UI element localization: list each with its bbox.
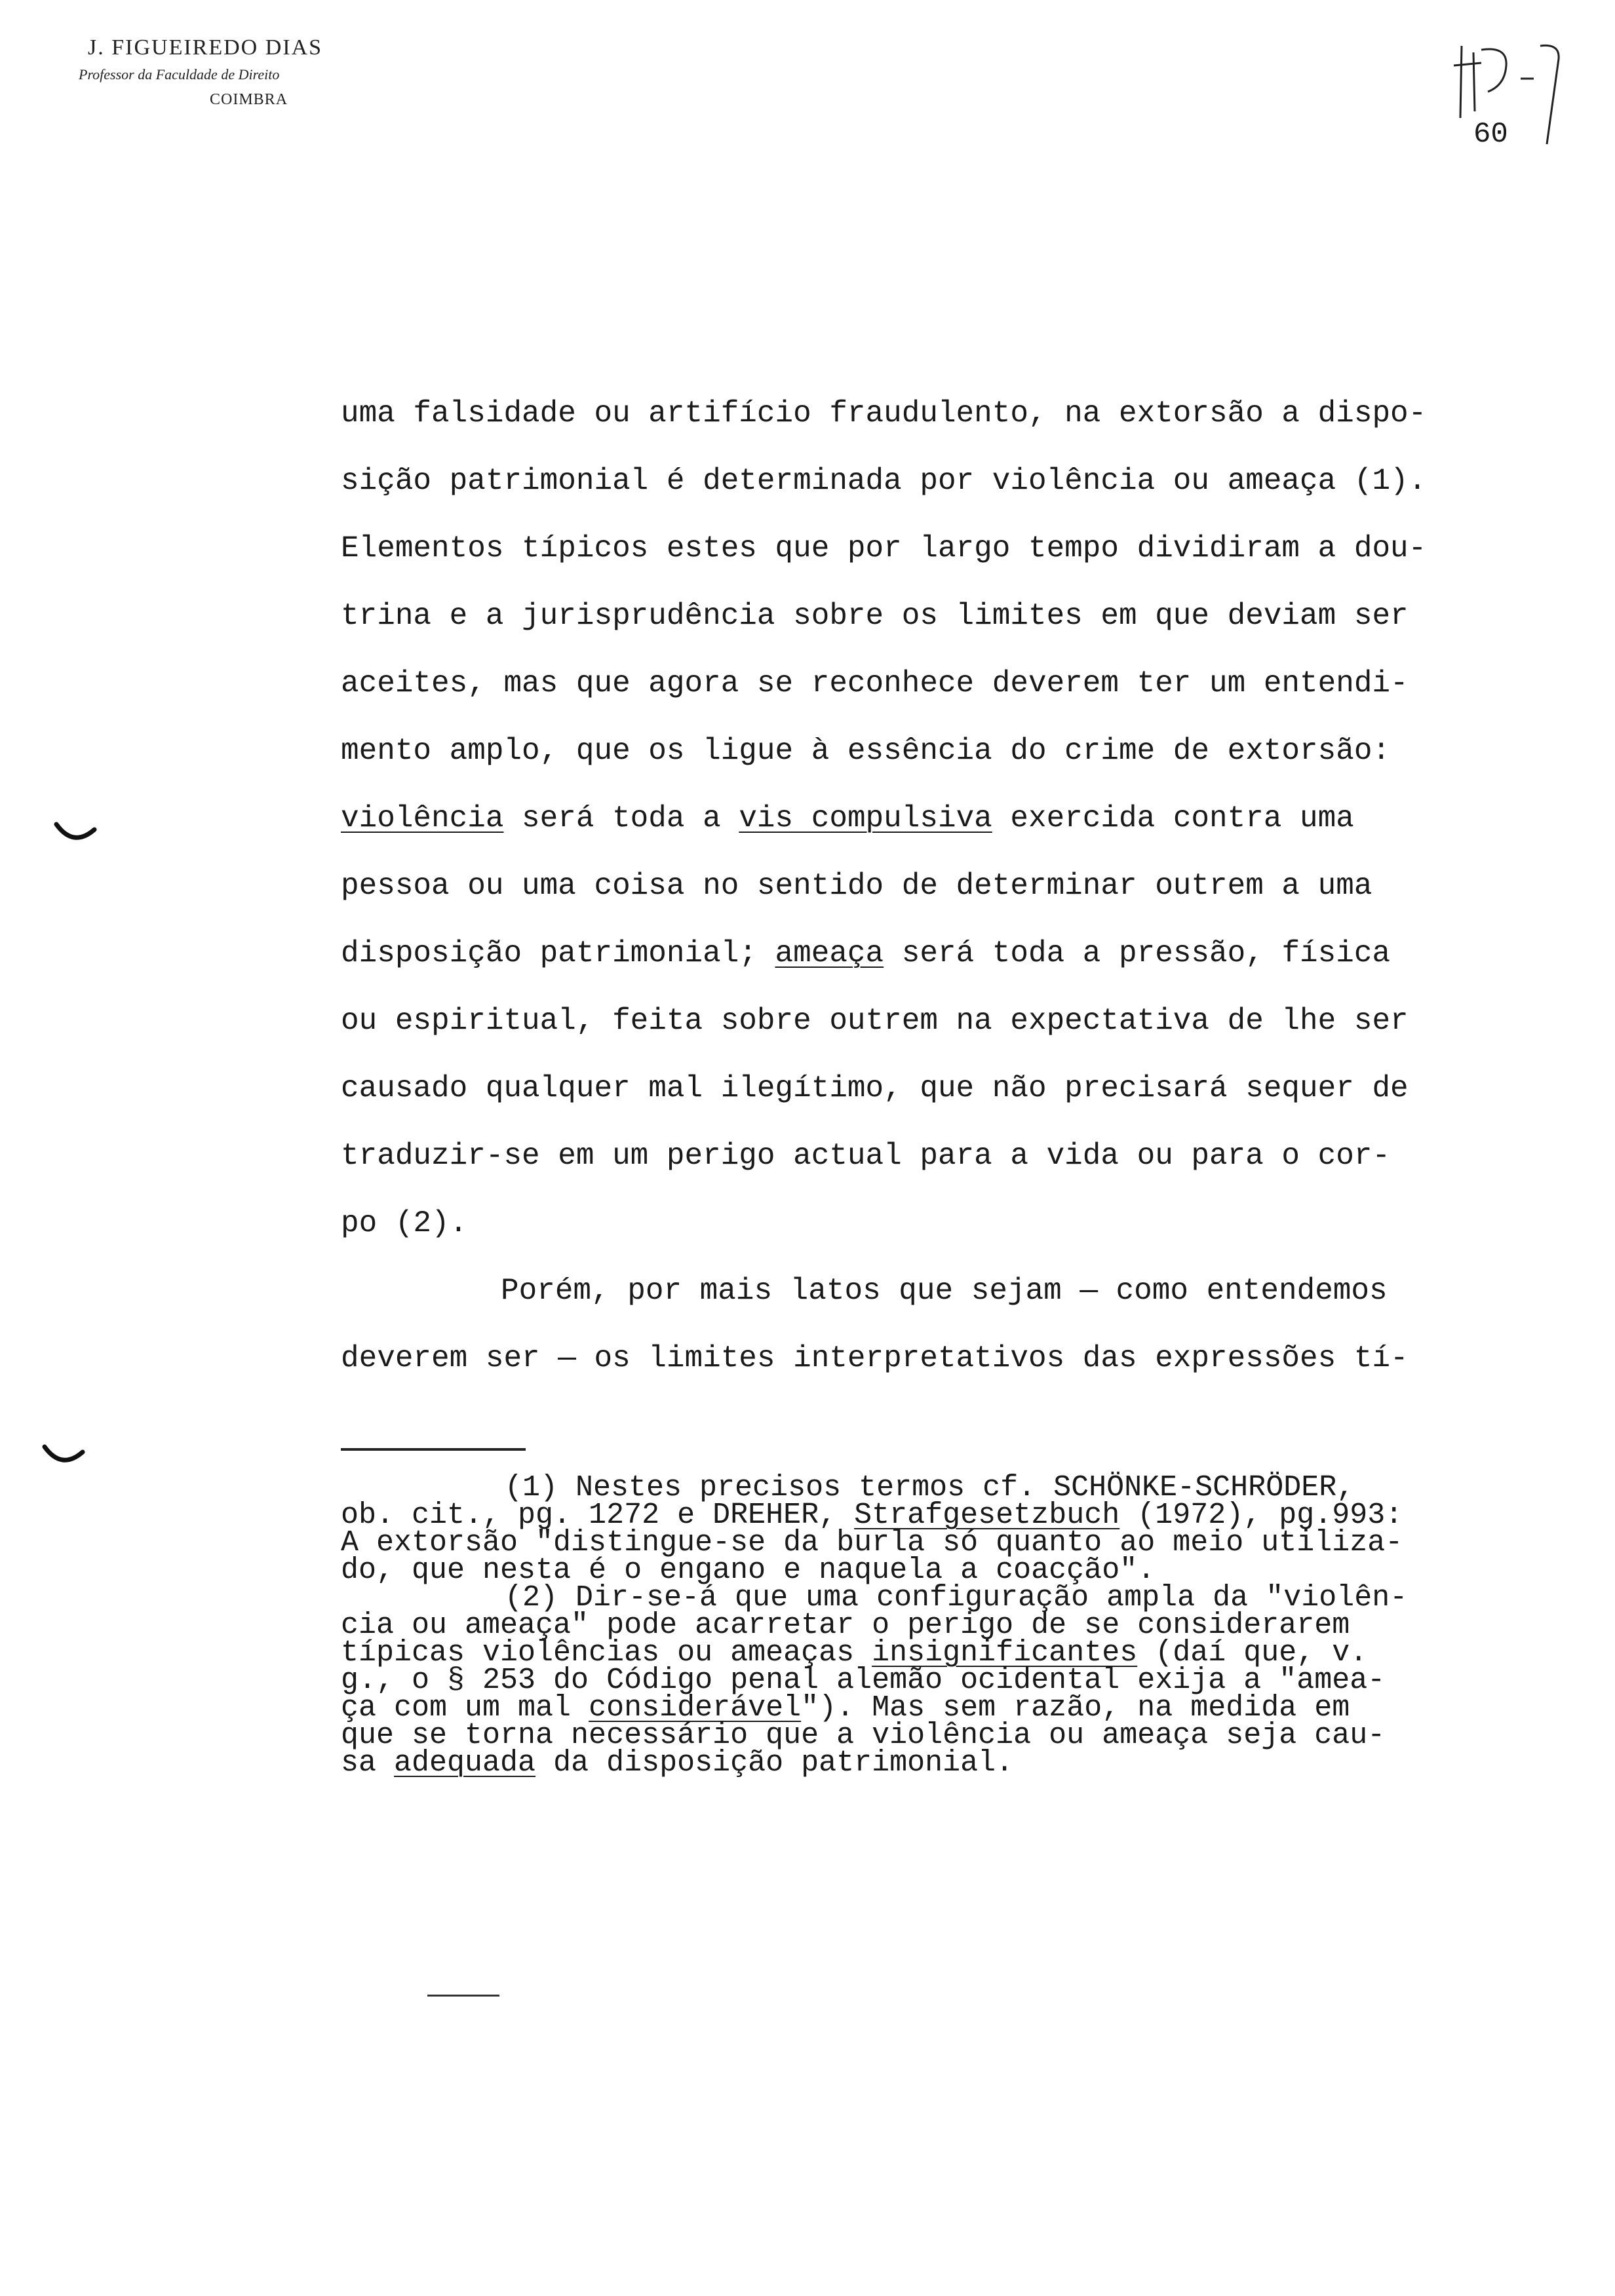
text-run: uma falsidade ou artifício fraudulento, na extorsão a dispo- <box>341 396 1427 430</box>
text-run: típicas violências ou ameaças <box>341 1636 872 1670</box>
text-run: do, que nesta é o engano e naquela a coacção". <box>341 1554 1156 1587</box>
text-run: será toda a <box>503 801 739 835</box>
text-run: deverem ser — os limites interpretativos das expressões tí- <box>341 1341 1409 1375</box>
text-run: (1972), pg.993: <box>1119 1499 1403 1532</box>
text-run: ou espiritual, feita sobre outrem na expectativa de lhe ser <box>341 1004 1409 1038</box>
body-text-line <box>341 1055 1521 1122</box>
text-run: ob. cit., pg. 1272 e DREHER, <box>341 1499 855 1532</box>
body-text-line <box>341 785 1521 852</box>
body-text-line <box>341 448 1521 515</box>
text-run: traduzir-se em um perigo actual para a vida ou para o cor- <box>341 1139 1391 1173</box>
author-name: J. FIGUEIREDO DIAS <box>88 35 323 60</box>
text-run: cia ou ameaça" pode acarretar o perigo de se considerarem <box>341 1609 1350 1642</box>
text-run: po (2). <box>341 1206 468 1240</box>
text-run: mento amplo, que os ligue à essência do crime de extorsão: <box>341 734 1391 768</box>
underlined-term: ameaça <box>775 936 884 970</box>
text-run: causado qualquer mal ilegítimo, que não precisará sequer de <box>341 1071 1409 1105</box>
text-run: que se torna necessário que a violência ou ameaça seja cau- <box>341 1719 1386 1752</box>
text-run: da disposição patrimonial. <box>535 1746 1014 1780</box>
footnote-line <box>341 1691 1521 1725</box>
footnote-line <box>341 1609 1521 1642</box>
footnote-line <box>341 1471 1521 1504</box>
footnote-line <box>341 1746 1521 1780</box>
punch-hole-mark-icon <box>42 1444 85 1466</box>
underlined-term: insignificantes <box>872 1636 1138 1670</box>
body-text-line <box>341 380 1521 448</box>
text-run: ça com um mal <box>341 1691 589 1725</box>
text-run: Porém, por mais latos que sejam — como entendemos <box>501 1274 1388 1308</box>
text-run: trina e a jurisprudência sobre os limites em que deviam ser <box>341 599 1409 633</box>
underlined-term: Strafgesetzbuch <box>854 1499 1120 1532</box>
underlined-term: considerável <box>589 1691 802 1725</box>
text-run: (2) Dir-se-á que uma configuração ampla da "violên- <box>505 1581 1408 1615</box>
footnote-line <box>341 1636 1521 1670</box>
page-number: 60 <box>1473 118 1508 151</box>
body-text-line <box>341 1122 1521 1190</box>
body-text-line <box>341 1190 1521 1257</box>
underlined-term: violência <box>341 801 504 835</box>
footnote-line <box>341 1581 1521 1615</box>
text-run: (1) Nestes precisos termos cf. SCHÖNKE-SCHRÖDER, <box>505 1471 1355 1504</box>
author-city: COIMBRA <box>210 91 288 108</box>
text-run: Elementos típicos estes que por largo tempo dividiram a dou- <box>341 531 1427 565</box>
footnote-line <box>341 1499 1521 1532</box>
text-run: sição patrimonial é determinada por violência ou ameaça (1). <box>341 464 1427 498</box>
body-text-line <box>341 583 1521 650</box>
body-text-line <box>341 1257 1521 1325</box>
footnote-line <box>341 1526 1521 1559</box>
body-text-line <box>341 718 1521 785</box>
text-run: A extorsão "distingue-se da burla só quanto ao meio utiliza- <box>341 1526 1403 1559</box>
text-run: "). Mas sem razão, na medida em <box>801 1691 1350 1725</box>
footnote-separator <box>341 1448 526 1451</box>
text-run: exercida contra uma <box>992 801 1354 835</box>
text-run: pessoa ou uma coisa no sentido de determinar outrem a uma <box>341 869 1372 903</box>
text-run: disposição patrimonial; <box>341 936 775 970</box>
text-run: (daí que, v. <box>1137 1636 1368 1670</box>
author-title: Professor da Faculdade de Direito <box>79 66 280 83</box>
stray-mark <box>427 1995 499 1997</box>
punch-hole-mark-icon <box>54 822 97 844</box>
body-text-line <box>341 920 1521 987</box>
text-run: g., o § 253 do Código penal alemão ocidental exija a "amea- <box>341 1664 1386 1697</box>
body-text-line <box>341 515 1521 583</box>
body-text-line <box>341 650 1521 718</box>
body-text <box>341 380 1521 1392</box>
footnotes <box>341 1471 1521 1780</box>
text-run: será toda a pressão, física <box>884 936 1391 970</box>
text-run: aceites, mas que agora se reconhece deverem ter um entendi- <box>341 666 1409 700</box>
text-run: sa <box>341 1746 395 1780</box>
letterhead <box>79 33 322 113</box>
footnote-line <box>341 1719 1521 1752</box>
underlined-term: adequada <box>394 1746 536 1780</box>
body-text-line <box>341 852 1521 920</box>
footnote-line <box>341 1554 1521 1587</box>
body-text-line <box>341 987 1521 1055</box>
footnote-line <box>341 1664 1521 1697</box>
body-text-line <box>341 1325 1521 1392</box>
underlined-term: vis compulsiva <box>739 801 992 835</box>
